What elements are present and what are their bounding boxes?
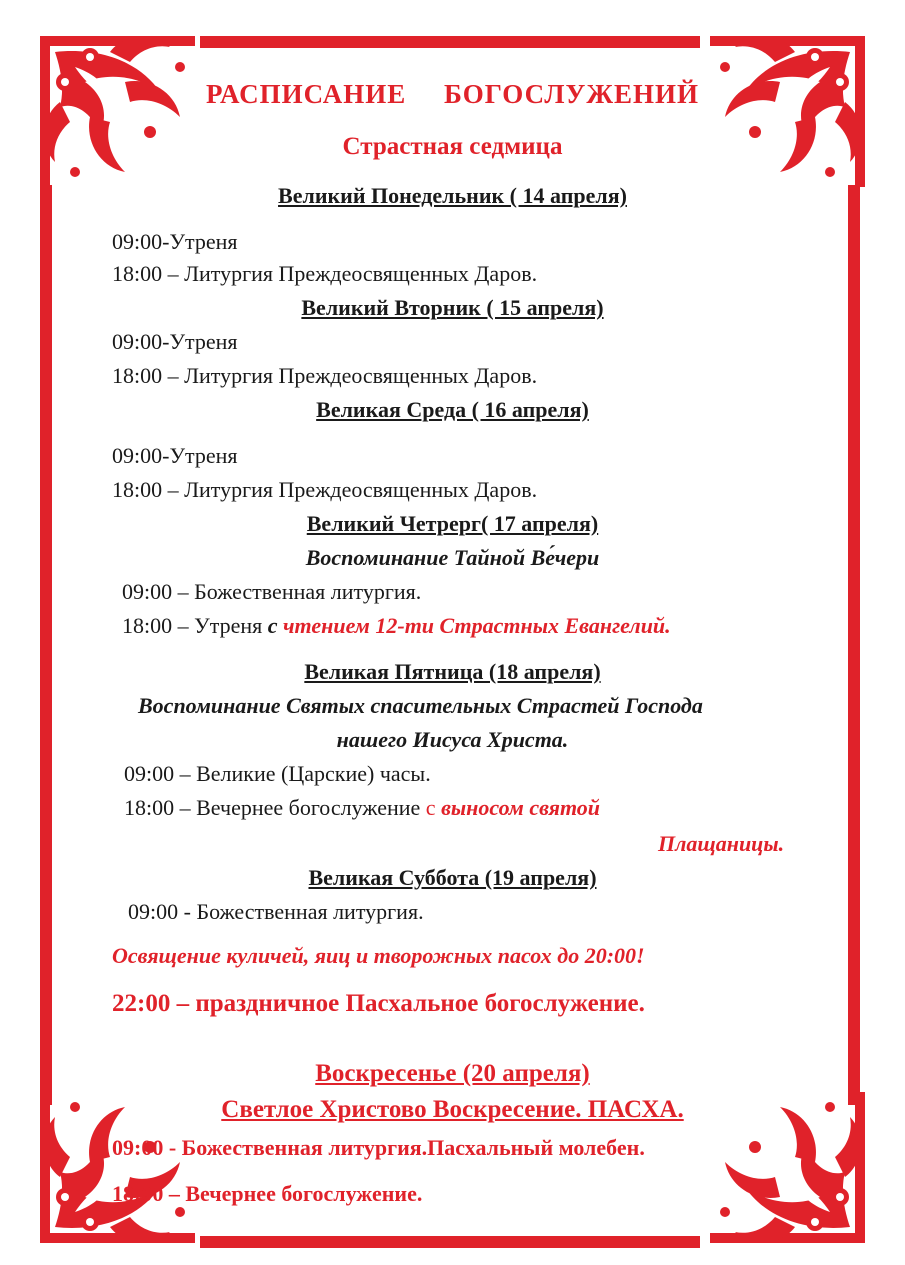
memorial-text: Воспоминание Тайной Ве́чери	[305, 545, 600, 570]
service-line: 09:00-Утреня	[112, 329, 238, 354]
feast-title: Светлое Христово Воскресение. ПАСХА.	[221, 1096, 684, 1123]
service-line: 09:00-Утреня	[112, 229, 238, 254]
day-heading-friday: Великая Пятница (18 апреля)	[304, 659, 601, 684]
memorial-text: Воспоминание Святых спасительных Страстей Господа	[138, 693, 703, 718]
service-line-text: 18:00 – Утреня	[122, 613, 263, 638]
service-line: 18:00 – Вечернее богослужение.	[112, 1181, 423, 1206]
memorial-text: нашего Иисуса Христа.	[336, 727, 569, 752]
frame-left-bar	[40, 185, 52, 1105]
service-line-connector: с	[425, 795, 436, 820]
page-title: РАСПИСАНИЕ БОГОСЛУЖЕНИЙ	[205, 79, 700, 109]
paschal-service-line: 22:00 – праздничное Пасхальное богослужение.	[112, 990, 645, 1017]
frame-bottom-bar	[200, 1236, 700, 1248]
day-heading-tuesday: Великий Вторник ( 15 апреля)	[301, 295, 604, 320]
service-line-highlight	[124, 794, 600, 822]
day-heading-sunday: Воскресенье (20 апреля)	[315, 1060, 590, 1087]
service-line: 09:00 - Божественная литургия.	[128, 899, 424, 924]
service-line-highlight-text: Плащаницы.	[658, 831, 785, 856]
service-line: 18:00 – Литургия Преждеосвященных Даров.	[112, 477, 538, 502]
day-heading-monday: Великий Понедельник ( 14 апреля)	[278, 183, 627, 208]
service-line-highlight-text: выносом святой	[441, 795, 601, 820]
blessing-notice: Освящение куличей, яиц и творожных пасох до 20:00!	[112, 943, 645, 968]
service-line: 09:00 - Божественная литургия.Пасхальный молебен.	[112, 1135, 645, 1160]
service-line: 09:00-Утреня	[112, 443, 238, 468]
frame-right-bar	[848, 185, 860, 1105]
page-subtitle: Страстная седмица	[342, 133, 563, 160]
service-line-highlight	[122, 612, 671, 640]
service-line-highlight-text: чтением 12-ти Страстных Евангелий.	[283, 613, 671, 638]
service-line-connector: с	[267, 613, 278, 638]
service-line: 18:00 – Литургия Преждеосвященных Даров.	[112, 363, 538, 388]
service-line-text: 18:00 – Вечернее богослужение	[124, 795, 421, 820]
service-line: 09:00 – Великие (Царские) часы.	[124, 761, 431, 786]
frame-top-bar	[200, 36, 700, 48]
service-line: 09:00 – Божественная литургия.	[122, 579, 422, 604]
day-heading-saturday: Великая Суббота (19 апреля)	[308, 865, 597, 890]
day-heading-wednesday: Великая Среда ( 16 апреля)	[316, 397, 589, 422]
service-line: 18:00 – Литургия Преждеосвященных Даров.	[112, 261, 538, 286]
day-heading-thursday: Великий Четрерг( 17 апреля)	[306, 511, 599, 536]
